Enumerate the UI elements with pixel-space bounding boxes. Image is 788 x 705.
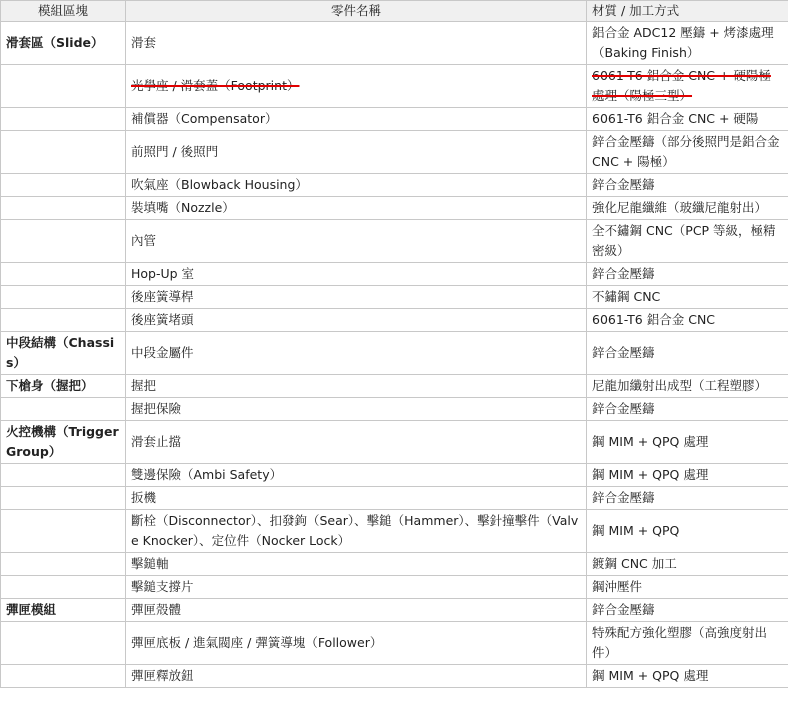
table-row (1, 398, 788, 421)
header-material: 材質 / 加工方式 (587, 1, 788, 22)
part-cell: 扳機 (126, 487, 587, 510)
module-cell: 彈匣模組 (1, 599, 126, 622)
material-cell: 鋼 MIM + QPQ 處理 (587, 665, 788, 688)
header-module: 模組區塊 (1, 1, 126, 22)
table-row (1, 309, 788, 332)
part-cell: 滑套 (126, 22, 587, 65)
table-row (1, 131, 788, 174)
material-cell: 鋅合金壓鑄 (587, 263, 788, 286)
material-cell: 尼龍加纖射出成型（工程塑膠） (587, 375, 788, 398)
module-cell: 火控機構（Trigger Group） (1, 421, 126, 464)
part-cell: 握把保險 (126, 398, 587, 421)
table-row (1, 510, 788, 553)
material-cell: 鋼 MIM + QPQ 處理 (587, 464, 788, 487)
part-cell: 滑套止擋 (126, 421, 587, 464)
part-cell: Hop-Up 室 (126, 263, 587, 286)
table-row (1, 22, 788, 65)
table-row (1, 286, 788, 309)
part-cell: 擊鎚軸 (126, 553, 587, 576)
material-cell: 鋅合金壓鑄 (587, 599, 788, 622)
module-cell (1, 108, 126, 131)
module-cell (1, 510, 126, 553)
module-cell (1, 220, 126, 263)
material-cell: 鋅合金壓鑄 (587, 174, 788, 197)
part-cell: 彈匣底板 / 進氣閥座 / 彈簧導塊（Follower） (126, 622, 587, 665)
table-row (1, 197, 788, 220)
material-cell: 鋼沖壓件 (587, 576, 788, 599)
table-row (1, 665, 788, 688)
material-cell: 鍍鋼 CNC 加工 (587, 553, 788, 576)
material-cell: 鋁合金 ADC12 壓鑄 + 烤漆處理（Baking Finish） (587, 22, 788, 65)
part-cell: 中段金屬件 (126, 332, 587, 375)
part-cell: 握把 (126, 375, 587, 398)
material-cell: 鋅合金壓鑄 (587, 398, 788, 421)
table-body (1, 22, 788, 688)
part-cell: 後座簧導桿 (126, 286, 587, 309)
header-row (1, 1, 788, 22)
module-cell (1, 263, 126, 286)
material-cell: 鋼 MIM + QPQ 處理 (587, 421, 788, 464)
part-cell: 前照門 / 後照門 (126, 131, 587, 174)
table-row (1, 576, 788, 599)
table-row (1, 263, 788, 286)
module-cell: 下槍身（握把） (1, 375, 126, 398)
module-cell (1, 131, 126, 174)
module-cell (1, 622, 126, 665)
table-row (1, 622, 788, 665)
part-cell: 雙邊保險（Ambi Safety） (126, 464, 587, 487)
table-row (1, 553, 788, 576)
module-cell (1, 553, 126, 576)
module-cell (1, 576, 126, 599)
part-cell: 斷栓（Disconnector）、扣發鉤（Sear）、擊鎚（Hammer）、擊針撞擊件（Valve Knocker）、定位件（Nocker Lock） (126, 510, 587, 553)
part-cell: 彈匣釋放鈕 (126, 665, 587, 688)
material-cell: 鋅合金壓鑄（部分後照門是鋁合金 CNC + 陽極） (587, 131, 788, 174)
module-cell (1, 309, 126, 332)
module-cell (1, 665, 126, 688)
part-cell: 後座簧堵頭 (126, 309, 587, 332)
material-cell: 強化尼龍纖維（玻纖尼龍射出） (587, 197, 788, 220)
table-row (1, 464, 788, 487)
table-row (1, 332, 788, 375)
material-cell: 鋅合金壓鑄 (587, 332, 788, 375)
module-cell (1, 487, 126, 510)
header-part: 零件名稱 (126, 1, 587, 22)
module-cell: 中段結構（Chassis） (1, 332, 126, 375)
table-row (1, 421, 788, 464)
material-cell: 全不鏽鋼 CNC（PCP 等級，極精密級） (587, 220, 788, 263)
table-row (1, 220, 788, 263)
material-cell: 不鏽鋼 CNC (587, 286, 788, 309)
part-cell: 補償器（Compensator） (126, 108, 587, 131)
part-cell: 彈匣殼體 (126, 599, 587, 622)
part-cell: 光學座 / 滑套蓋（Footprint） (126, 65, 587, 108)
table-row (1, 375, 788, 398)
module-cell (1, 286, 126, 309)
module-cell (1, 464, 126, 487)
table-row (1, 174, 788, 197)
table-row (1, 108, 788, 131)
table-row (1, 599, 788, 622)
module-cell: 滑套區（Slide） (1, 22, 126, 65)
material-cell: 6061-T6 鋁合金 CNC + 硬陽 (587, 108, 788, 131)
table-row (1, 487, 788, 510)
table-row (1, 65, 788, 108)
material-cell: 6061-T6 鋁合金 CNC + 硬陽極處理（陽極三型） (587, 65, 788, 108)
part-cell: 裝填嘴（Nozzle） (126, 197, 587, 220)
part-cell: 吹氣座（Blowback Housing） (126, 174, 587, 197)
module-cell (1, 197, 126, 220)
material-cell: 鋼 MIM + QPQ (587, 510, 788, 553)
module-cell (1, 174, 126, 197)
material-cell: 6061-T6 鋁合金 CNC (587, 309, 788, 332)
material-cell: 特殊配方強化塑膠（高強度射出件） (587, 622, 788, 665)
module-cell (1, 398, 126, 421)
module-cell (1, 65, 126, 108)
part-cell: 內管 (126, 220, 587, 263)
material-cell: 鋅合金壓鑄 (587, 487, 788, 510)
part-cell: 擊鎚支撐片 (126, 576, 587, 599)
